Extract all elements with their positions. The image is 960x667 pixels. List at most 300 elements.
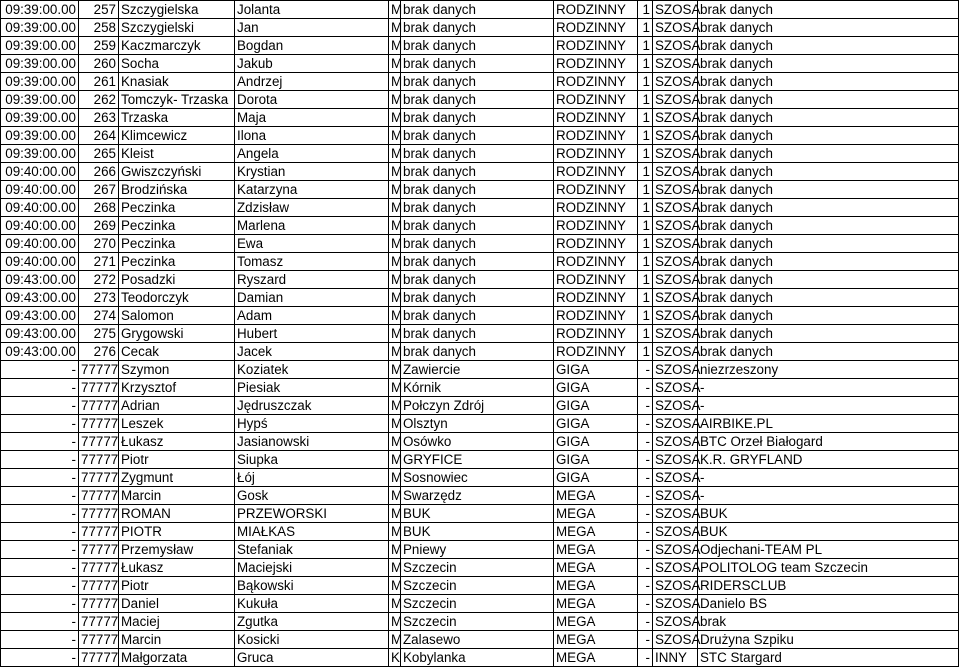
table-row <box>1 523 959 541</box>
time-cell: 09:40:00.00 <box>1 181 79 199</box>
group-cell: 1 <box>638 271 653 289</box>
last-name-cell: Łój <box>235 469 389 487</box>
table-row <box>1 199 959 217</box>
first-name-cell: Marcin <box>119 487 235 505</box>
number-cell: 268 <box>79 199 119 217</box>
club-cell: brak danych <box>698 199 959 217</box>
city-cell: brak danych <box>401 1 554 19</box>
city-cell: brak danych <box>401 55 554 73</box>
gender-cell: M <box>389 163 401 181</box>
time-cell: 09:43:00.00 <box>1 289 79 307</box>
last-name-cell: Jan <box>235 19 389 37</box>
last-name-cell: Zdzisław <box>235 199 389 217</box>
last-name-cell: Koziatek <box>235 361 389 379</box>
last-name-cell: Adam <box>235 307 389 325</box>
club-cell: - <box>698 487 959 505</box>
club-cell: brak danych <box>698 163 959 181</box>
number-cell: 77777 <box>79 451 119 469</box>
first-name-cell: Salomon <box>119 307 235 325</box>
time-cell: - <box>1 631 79 649</box>
category-cell: GIGA <box>554 415 638 433</box>
gender-cell: M <box>389 343 401 361</box>
type-cell: SZOSA <box>653 253 698 271</box>
first-name-cell: Łukasz <box>119 559 235 577</box>
gender-cell: M <box>389 469 401 487</box>
category-cell: RODZINNY <box>554 73 638 91</box>
first-name-cell: ROMAN <box>119 505 235 523</box>
club-cell: BUK <box>698 523 959 541</box>
city-cell: Szczecin <box>401 595 554 613</box>
time-cell: 09:39:00.00 <box>1 37 79 55</box>
first-name-cell: Adrian <box>119 397 235 415</box>
group-cell: 1 <box>638 37 653 55</box>
gender-cell: M <box>389 613 401 631</box>
first-name-cell: Maciej <box>119 613 235 631</box>
time-cell: 09:43:00.00 <box>1 325 79 343</box>
category-cell: RODZINNY <box>554 145 638 163</box>
gender-cell: M <box>389 253 401 271</box>
group-cell: 1 <box>638 235 653 253</box>
club-cell: brak danych <box>698 343 959 361</box>
club-cell: brak <box>698 613 959 631</box>
type-cell: INNY <box>653 649 698 667</box>
category-cell: RODZINNY <box>554 181 638 199</box>
group-cell: - <box>638 595 653 613</box>
group-cell: 1 <box>638 19 653 37</box>
time-cell: - <box>1 415 79 433</box>
category-cell: MEGA <box>554 523 638 541</box>
city-cell: brak danych <box>401 127 554 145</box>
gender-cell: K <box>389 649 401 667</box>
category-cell: MEGA <box>554 541 638 559</box>
club-cell: Danielo BS <box>698 595 959 613</box>
city-cell: BUK <box>401 523 554 541</box>
gender-cell: M <box>389 541 401 559</box>
city-cell: brak danych <box>401 271 554 289</box>
gender-cell: M <box>389 433 401 451</box>
table-row <box>1 505 959 523</box>
club-cell: - <box>698 379 959 397</box>
number-cell: 77777 <box>79 505 119 523</box>
club-cell: niezrzeszony <box>698 361 959 379</box>
last-name-cell: PRZEWORSKI <box>235 505 389 523</box>
club-cell: POLITOLOG team Szczecin <box>698 559 959 577</box>
last-name-cell: Hubert <box>235 325 389 343</box>
club-cell: brak danych <box>698 217 959 235</box>
category-cell: RODZINNY <box>554 91 638 109</box>
first-name-cell: Posadzki <box>119 271 235 289</box>
type-cell: SZOSA <box>653 127 698 145</box>
first-name-cell: Łukasz <box>119 433 235 451</box>
type-cell: SZOSA <box>653 181 698 199</box>
number-cell: 269 <box>79 217 119 235</box>
type-cell: SZOSA <box>653 1 698 19</box>
gender-cell: M <box>389 217 401 235</box>
last-name-cell: Stefaniak <box>235 541 389 559</box>
table-row <box>1 541 959 559</box>
category-cell: RODZINNY <box>554 289 638 307</box>
number-cell: 77777 <box>79 523 119 541</box>
last-name-cell: Katarzyna <box>235 181 389 199</box>
time-cell: - <box>1 595 79 613</box>
city-cell: brak danych <box>401 19 554 37</box>
time-cell: - <box>1 577 79 595</box>
gender-cell: M <box>389 199 401 217</box>
table-row <box>1 361 959 379</box>
group-cell: 1 <box>638 289 653 307</box>
city-cell: brak danych <box>401 37 554 55</box>
club-cell: K.R. GRYFLAND <box>698 451 959 469</box>
group-cell: - <box>638 379 653 397</box>
time-cell: 09:40:00.00 <box>1 217 79 235</box>
club-cell: BTC Orzeł Białogard <box>698 433 959 451</box>
first-name-cell: Zygmunt <box>119 469 235 487</box>
time-cell: 09:43:00.00 <box>1 307 79 325</box>
table-row <box>1 55 959 73</box>
gender-cell: M <box>389 631 401 649</box>
table-row <box>1 433 959 451</box>
club-cell: brak danych <box>698 325 959 343</box>
first-name-cell: PIOTR <box>119 523 235 541</box>
gender-cell: M <box>389 487 401 505</box>
table-row <box>1 37 959 55</box>
group-cell: 1 <box>638 343 653 361</box>
gender-cell: M <box>389 19 401 37</box>
category-cell: GIGA <box>554 397 638 415</box>
group-cell: 1 <box>638 217 653 235</box>
gender-cell: M <box>389 271 401 289</box>
type-cell: SZOSA <box>653 55 698 73</box>
table-row <box>1 343 959 361</box>
last-name-cell: Jędruszczak <box>235 397 389 415</box>
first-name-cell: Trzaska <box>119 109 235 127</box>
first-name-cell: Peczinka <box>119 253 235 271</box>
number-cell: 273 <box>79 289 119 307</box>
table-row <box>1 127 959 145</box>
time-cell: 09:40:00.00 <box>1 199 79 217</box>
table-row <box>1 577 959 595</box>
city-cell: brak danych <box>401 217 554 235</box>
type-cell: SZOSA <box>653 109 698 127</box>
type-cell: SZOSA <box>653 379 698 397</box>
table-row <box>1 469 959 487</box>
time-cell: 09:39:00.00 <box>1 73 79 91</box>
number-cell: 263 <box>79 109 119 127</box>
time-cell: - <box>1 505 79 523</box>
number-cell: 271 <box>79 253 119 271</box>
group-cell: - <box>638 505 653 523</box>
type-cell: SZOSA <box>653 469 698 487</box>
first-name-cell: Piotr <box>119 577 235 595</box>
table-row <box>1 91 959 109</box>
category-cell: RODZINNY <box>554 1 638 19</box>
type-cell: SZOSA <box>653 217 698 235</box>
number-cell: 259 <box>79 37 119 55</box>
number-cell: 77777 <box>79 613 119 631</box>
gender-cell: M <box>389 559 401 577</box>
number-cell: 262 <box>79 91 119 109</box>
table-row <box>1 145 959 163</box>
table-row <box>1 415 959 433</box>
number-cell: 257 <box>79 1 119 19</box>
type-cell: SZOSA <box>653 91 698 109</box>
city-cell: Sosnowiec <box>401 469 554 487</box>
city-cell: Pniewy <box>401 541 554 559</box>
time-cell: 09:39:00.00 <box>1 1 79 19</box>
time-cell: 09:39:00.00 <box>1 55 79 73</box>
number-cell: 77777 <box>79 379 119 397</box>
category-cell: RODZINNY <box>554 55 638 73</box>
table-row <box>1 217 959 235</box>
group-cell: - <box>638 361 653 379</box>
category-cell: GIGA <box>554 451 638 469</box>
group-cell: - <box>638 559 653 577</box>
last-name-cell: Piesiak <box>235 379 389 397</box>
time-cell: 09:39:00.00 <box>1 91 79 109</box>
gender-cell: M <box>389 55 401 73</box>
type-cell: SZOSA <box>653 559 698 577</box>
last-name-cell: Dorota <box>235 91 389 109</box>
number-cell: 266 <box>79 163 119 181</box>
club-cell: RIDERSCLUB <box>698 577 959 595</box>
gender-cell: M <box>389 109 401 127</box>
first-name-cell: Szczygielski <box>119 19 235 37</box>
city-cell: brak danych <box>401 307 554 325</box>
category-cell: RODZINNY <box>554 109 638 127</box>
time-cell: - <box>1 523 79 541</box>
club-cell: - <box>698 397 959 415</box>
category-cell: RODZINNY <box>554 235 638 253</box>
table-row <box>1 649 959 667</box>
club-cell: brak danych <box>698 145 959 163</box>
city-cell: Kobylanka <box>401 649 554 667</box>
category-cell: RODZINNY <box>554 253 638 271</box>
number-cell: 264 <box>79 127 119 145</box>
club-cell: brak danych <box>698 37 959 55</box>
city-cell: brak danych <box>401 199 554 217</box>
group-cell: - <box>638 541 653 559</box>
club-cell: brak danych <box>698 181 959 199</box>
city-cell: brak danych <box>401 289 554 307</box>
category-cell: RODZINNY <box>554 19 638 37</box>
time-cell: - <box>1 397 79 415</box>
first-name-cell: Klimcewicz <box>119 127 235 145</box>
group-cell: - <box>638 451 653 469</box>
last-name-cell: Jakub <box>235 55 389 73</box>
category-cell: RODZINNY <box>554 271 638 289</box>
city-cell: brak danych <box>401 163 554 181</box>
table-row <box>1 289 959 307</box>
last-name-cell: Zgutka <box>235 613 389 631</box>
table-row <box>1 307 959 325</box>
city-cell: BUK <box>401 505 554 523</box>
club-cell: brak danych <box>698 235 959 253</box>
club-cell: - <box>698 469 959 487</box>
gender-cell: M <box>389 73 401 91</box>
club-cell: brak danych <box>698 253 959 271</box>
first-name-cell: Kleist <box>119 145 235 163</box>
category-cell: MEGA <box>554 487 638 505</box>
type-cell: SZOSA <box>653 199 698 217</box>
category-cell: RODZINNY <box>554 307 638 325</box>
city-cell: Osówko <box>401 433 554 451</box>
last-name-cell: Maciejski <box>235 559 389 577</box>
table-row <box>1 451 959 469</box>
category-cell: MEGA <box>554 559 638 577</box>
last-name-cell: Tomasz <box>235 253 389 271</box>
group-cell: - <box>638 469 653 487</box>
club-cell: AIRBIKE.PL <box>698 415 959 433</box>
category-cell: RODZINNY <box>554 325 638 343</box>
type-cell: SZOSA <box>653 325 698 343</box>
group-cell: 1 <box>638 163 653 181</box>
group-cell: - <box>638 433 653 451</box>
time-cell: 09:40:00.00 <box>1 163 79 181</box>
table-row <box>1 559 959 577</box>
number-cell: 77777 <box>79 397 119 415</box>
gender-cell: M <box>389 91 401 109</box>
group-cell: 1 <box>638 1 653 19</box>
category-cell: MEGA <box>554 577 638 595</box>
club-cell: brak danych <box>698 55 959 73</box>
gender-cell: M <box>389 1 401 19</box>
table-row <box>1 73 959 91</box>
club-cell: brak danych <box>698 1 959 19</box>
time-cell: 09:40:00.00 <box>1 253 79 271</box>
gender-cell: M <box>389 595 401 613</box>
time-cell: 09:43:00.00 <box>1 271 79 289</box>
type-cell: SZOSA <box>653 433 698 451</box>
time-cell: 09:39:00.00 <box>1 19 79 37</box>
table-row <box>1 487 959 505</box>
type-cell: SZOSA <box>653 613 698 631</box>
type-cell: SZOSA <box>653 289 698 307</box>
number-cell: 77777 <box>79 649 119 667</box>
group-cell: 1 <box>638 253 653 271</box>
table-row <box>1 613 959 631</box>
number-cell: 77777 <box>79 415 119 433</box>
gender-cell: M <box>389 577 401 595</box>
last-name-cell: Kukuła <box>235 595 389 613</box>
group-cell: 1 <box>638 325 653 343</box>
category-cell: MEGA <box>554 613 638 631</box>
group-cell: - <box>638 487 653 505</box>
type-cell: SZOSA <box>653 523 698 541</box>
first-name-cell: Daniel <box>119 595 235 613</box>
category-cell: RODZINNY <box>554 127 638 145</box>
gender-cell: M <box>389 235 401 253</box>
group-cell: - <box>638 415 653 433</box>
gender-cell: M <box>389 307 401 325</box>
club-cell: brak danych <box>698 73 959 91</box>
number-cell: 77777 <box>79 541 119 559</box>
city-cell: Zalasewo <box>401 631 554 649</box>
number-cell: 274 <box>79 307 119 325</box>
first-name-cell: Peczinka <box>119 235 235 253</box>
time-cell: - <box>1 433 79 451</box>
number-cell: 258 <box>79 19 119 37</box>
last-name-cell: Marlena <box>235 217 389 235</box>
gender-cell: M <box>389 415 401 433</box>
category-cell: RODZINNY <box>554 199 638 217</box>
type-cell: SZOSA <box>653 163 698 181</box>
category-cell: GIGA <box>554 361 638 379</box>
category-cell: MEGA <box>554 631 638 649</box>
first-name-cell: Cecak <box>119 343 235 361</box>
table-row <box>1 181 959 199</box>
last-name-cell: Bogdan <box>235 37 389 55</box>
table-row <box>1 253 959 271</box>
last-name-cell: Damian <box>235 289 389 307</box>
time-cell: - <box>1 541 79 559</box>
type-cell: SZOSA <box>653 595 698 613</box>
first-name-cell: Knasiak <box>119 73 235 91</box>
category-cell: MEGA <box>554 505 638 523</box>
first-name-cell: Grygowski <box>119 325 235 343</box>
club-cell: brak danych <box>698 91 959 109</box>
gender-cell: M <box>389 379 401 397</box>
time-cell: - <box>1 487 79 505</box>
number-cell: 77777 <box>79 361 119 379</box>
group-cell: 1 <box>638 109 653 127</box>
group-cell: - <box>638 613 653 631</box>
number-cell: 260 <box>79 55 119 73</box>
number-cell: 276 <box>79 343 119 361</box>
group-cell: - <box>638 649 653 667</box>
club-cell: brak danych <box>698 289 959 307</box>
category-cell: RODZINNY <box>554 217 638 235</box>
last-name-cell: Bąkowski <box>235 577 389 595</box>
first-name-cell: Małgorzata <box>119 649 235 667</box>
group-cell: 1 <box>638 199 653 217</box>
first-name-cell: Szczygielska <box>119 1 235 19</box>
first-name-cell: Peczinka <box>119 217 235 235</box>
number-cell: 77777 <box>79 559 119 577</box>
number-cell: 77777 <box>79 469 119 487</box>
club-cell: brak danych <box>698 307 959 325</box>
category-cell: GIGA <box>554 379 638 397</box>
category-cell: RODZINNY <box>554 163 638 181</box>
first-name-cell: Leszek <box>119 415 235 433</box>
type-cell: SZOSA <box>653 415 698 433</box>
group-cell: 1 <box>638 91 653 109</box>
city-cell: Zawiercie <box>401 361 554 379</box>
gender-cell: M <box>389 145 401 163</box>
table-row <box>1 235 959 253</box>
number-cell: 77777 <box>79 433 119 451</box>
club-cell: brak danych <box>698 271 959 289</box>
table-row <box>1 19 959 37</box>
club-cell: brak danych <box>698 109 959 127</box>
first-name-cell: Brodzińska <box>119 181 235 199</box>
gender-cell: M <box>389 505 401 523</box>
number-cell: 77777 <box>79 577 119 595</box>
group-cell: 1 <box>638 55 653 73</box>
gender-cell: M <box>389 451 401 469</box>
gender-cell: M <box>389 181 401 199</box>
table-row <box>1 379 959 397</box>
last-name-cell: Gruca <box>235 649 389 667</box>
results-table-body <box>1 1 959 667</box>
gender-cell: M <box>389 361 401 379</box>
last-name-cell: Ryszard <box>235 271 389 289</box>
group-cell: - <box>638 631 653 649</box>
city-cell: brak danych <box>401 73 554 91</box>
city-cell: GRYFICE <box>401 451 554 469</box>
category-cell: MEGA <box>554 595 638 613</box>
first-name-cell: Peczinka <box>119 199 235 217</box>
category-cell: RODZINNY <box>554 343 638 361</box>
